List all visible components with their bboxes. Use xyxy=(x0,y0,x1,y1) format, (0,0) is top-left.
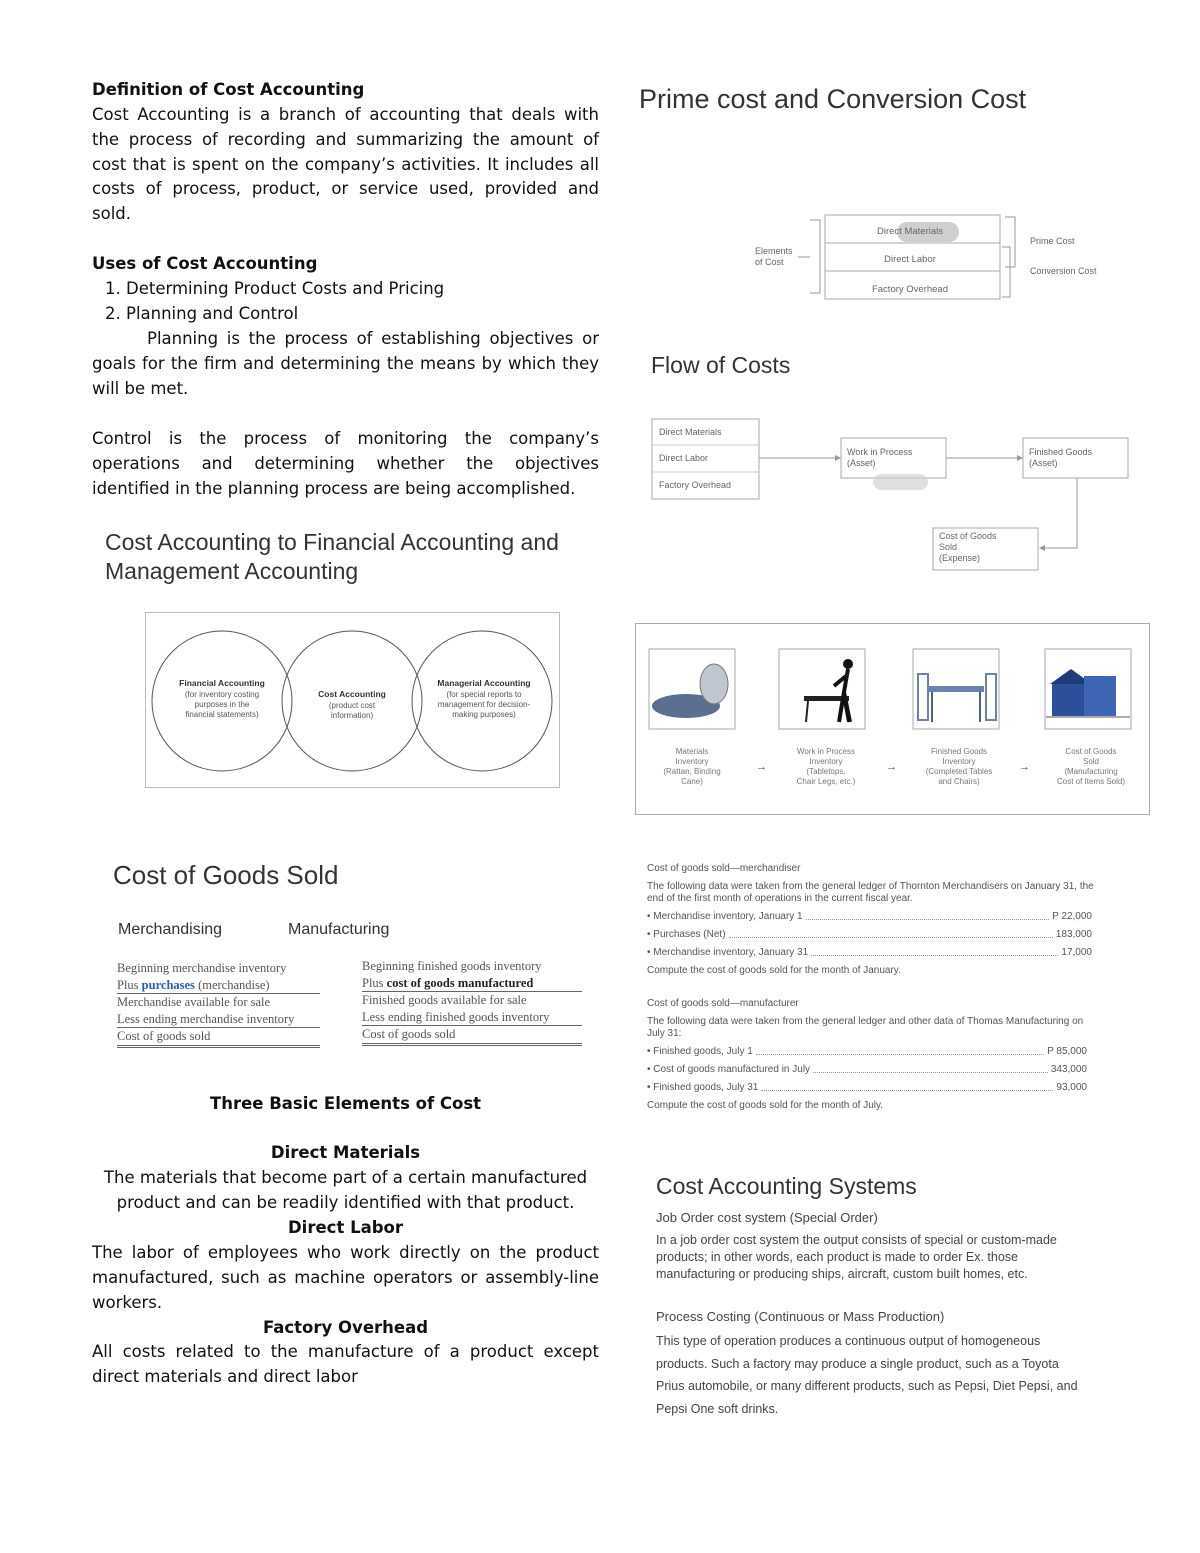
venn-cost-title: Cost Accounting xyxy=(318,689,386,699)
merch-line: Cost of goods sold xyxy=(117,1028,320,1048)
merch-heading: Merchandising xyxy=(118,921,223,938)
exercise-row xyxy=(647,1082,1087,1094)
planning-line: goals for the firm and determining the means by which they xyxy=(92,353,599,373)
merch-line: Merchandise available for sale xyxy=(117,995,271,1009)
dot-leader xyxy=(729,929,1053,938)
control-line: operations and determining whether the objectives xyxy=(92,453,599,473)
flow-diagram xyxy=(645,412,1145,582)
elements-bracket xyxy=(810,220,820,293)
venn-managerial-line: management for decision- xyxy=(437,700,531,709)
venn-managerial-title: Managerial Accounting xyxy=(437,678,531,688)
venn-cost-line: information) xyxy=(330,711,374,720)
flow-svg xyxy=(645,412,1145,582)
job-line: In a job order cost system the output consists of special or custom-made xyxy=(656,1233,1057,1247)
venn-title xyxy=(105,528,559,586)
process-line: This type of operation produces a continuous output of homogeneous xyxy=(656,1334,1041,1348)
prime-diagram xyxy=(740,205,1120,315)
bullet-icon: • xyxy=(647,1082,654,1093)
binding-cane-roll xyxy=(700,664,728,704)
exercise-value: 93,000 xyxy=(1056,1082,1087,1093)
dl-line: manufactured, such as machine operators or assembly-line xyxy=(92,1267,599,1287)
exercise-row xyxy=(647,947,1092,959)
picture-frame xyxy=(779,649,865,729)
control-line: identified in the planning process are being accomplished. xyxy=(92,478,576,498)
venn-financial-line: (for inventory costing xyxy=(184,690,260,699)
exercise-value: P 22,000 xyxy=(1052,911,1092,922)
venn-managerial-line: making purposes) xyxy=(452,710,516,719)
dot-leader xyxy=(806,911,1050,920)
merch-line: Less ending merchandise inventory xyxy=(117,1011,320,1029)
arrow-right-icon: → xyxy=(1019,761,1030,773)
stage-caption: Inventory xyxy=(942,757,976,766)
exercise-label: Merchandise inventory, January 1 xyxy=(653,911,803,922)
stage-caption: Chair Legs, etc.) xyxy=(796,777,856,786)
control-paragraph xyxy=(92,427,599,501)
venn-diagram xyxy=(145,612,560,788)
exercise-label: Purchases (Net) xyxy=(653,929,726,940)
manuf-cogm-line xyxy=(362,975,582,993)
manuf-heading: Manufacturing xyxy=(288,921,390,938)
flow-highlight-pill xyxy=(873,474,928,490)
prime-svg xyxy=(740,205,1120,315)
venn-svg xyxy=(146,613,559,787)
box-label: Direct Labor xyxy=(884,254,936,265)
manuf-plus: Plus xyxy=(362,975,387,990)
definition-line: cost that is spent on the company’s activities. It includes all xyxy=(92,154,599,174)
merch-schedule xyxy=(117,960,320,1048)
merch-purchases-line xyxy=(117,977,320,995)
stage-caption: Finished Goods xyxy=(930,747,988,756)
bullet-icon: • xyxy=(647,911,654,922)
process-line: Prius automobile, or many different products, such as Pepsi, Diet Pepsi, and xyxy=(656,1379,1078,1393)
definition-paragraph xyxy=(92,103,599,227)
manuf-line: Finished goods available for sale xyxy=(362,993,527,1007)
fo-paragraph xyxy=(92,1340,599,1390)
definition-line: costs of process, product, or service used, provided and xyxy=(92,179,599,199)
flow-arrow xyxy=(1045,478,1077,548)
exercise-title: Cost of goods sold—merchandiser xyxy=(647,863,801,874)
uses-heading: Uses of Cost Accounting xyxy=(92,254,318,273)
prime-title: Prime cost and Conversion Cost xyxy=(639,84,1027,114)
merch-line: Beginning merchandise inventory xyxy=(117,961,287,975)
exercise-title: Cost of goods sold—manufacturer xyxy=(647,998,799,1009)
dm-line: product and can be readily identified with that product. xyxy=(116,1193,575,1212)
dot-leader xyxy=(813,1064,1048,1073)
illustration-panel xyxy=(635,623,1150,815)
exercise-label: Cost of goods manufactured in July xyxy=(653,1064,811,1075)
venn-managerial-line: (for special reports to xyxy=(446,690,522,699)
dl-paragraph xyxy=(92,1241,599,1315)
finished-goods-picture xyxy=(913,649,999,729)
exercise-instruction: Compute the cost of goods sold for the month of January. xyxy=(647,965,901,976)
uses-item: 2. Planning and Control xyxy=(105,304,299,323)
stage-caption: Materials xyxy=(675,747,709,756)
planning-line: Planning is the process of establishing objectives or xyxy=(147,329,599,348)
stage-caption: (Rattan, Binding xyxy=(663,767,721,776)
dm-heading: Direct Materials xyxy=(270,1143,421,1162)
illustration-svg xyxy=(636,624,1149,814)
venn-financial-line: purposes in the xyxy=(194,700,250,709)
fo-heading: Factory Overhead xyxy=(262,1318,429,1337)
exercise-intro: The following data were taken from the general ledger and other data of Thomas Manufacturing on xyxy=(647,1016,1084,1027)
flow-wip-line: (Asset) xyxy=(847,458,876,468)
exercise-row xyxy=(647,1046,1087,1058)
conversion-cost-label: Conversion Cost xyxy=(1030,266,1097,276)
stage-caption: (Tabletops, xyxy=(806,767,846,776)
flow-wip-line: Work in Process xyxy=(847,447,913,457)
cogs-picture xyxy=(1045,649,1131,729)
flow-cogs-line: (Expense) xyxy=(939,553,981,563)
systems-title: Cost Accounting Systems xyxy=(656,1173,917,1199)
manuf-line: Beginning finished goods inventory xyxy=(362,959,542,973)
wip-picture xyxy=(779,649,865,729)
definition-line: Cost Accounting is a branch of accounting that deals with xyxy=(92,105,599,124)
stage-caption: Cost of Goods xyxy=(1065,747,1117,756)
finished-table xyxy=(928,686,984,692)
dl-line: workers. xyxy=(92,1292,163,1312)
manuf-line: Cost of goods sold xyxy=(362,1026,582,1046)
systems-body xyxy=(656,1210,1146,1420)
exercise-instruction: Compute the cost of goods sold for the month of July. xyxy=(647,1100,884,1111)
stage-caption: Work in Process xyxy=(796,747,856,756)
box-label: Direct Materials xyxy=(877,226,943,237)
stage-caption: and Chairs) xyxy=(938,777,980,786)
bullet-icon: • xyxy=(647,947,654,958)
arrow-right-icon: → xyxy=(756,761,767,773)
stage-caption: Inventory xyxy=(809,757,843,766)
stage-caption: Cane) xyxy=(681,777,703,786)
materials-picture xyxy=(649,649,735,729)
process-line: Pepsi One soft drinks. xyxy=(656,1401,779,1416)
control-line: Control is the process of monitoring the company’s xyxy=(92,429,599,448)
flow-input-label: Direct Materials xyxy=(659,427,722,437)
exercise-label: Finished goods, July 31 xyxy=(653,1082,759,1093)
bullet-icon: • xyxy=(647,929,654,940)
exercise-row xyxy=(647,1064,1087,1076)
dot-leader xyxy=(756,1046,1044,1055)
elements-label-line: of Cost xyxy=(755,257,784,267)
exercise-label: Finished goods, July 1 xyxy=(653,1046,753,1057)
bullet-icon: • xyxy=(647,1046,654,1057)
flow-title: Flow of Costs xyxy=(651,352,791,378)
exercise-intro: July 31: xyxy=(647,1028,682,1039)
definition-line: sold. xyxy=(92,204,131,224)
process-heading: Process Costing (Continuous or Mass Production) xyxy=(656,1309,945,1324)
exercise-value: P 85,000 xyxy=(1047,1046,1087,1057)
elements-label-line: Elements xyxy=(755,246,793,256)
exercise-value: 17,000 xyxy=(1061,947,1092,958)
prime-cost-label: Prime Cost xyxy=(1030,236,1075,246)
merch-plus: Plus xyxy=(117,977,142,992)
manuf-line: Less ending finished goods inventory xyxy=(362,1009,582,1027)
job-heading: Job Order cost system (Special Order) xyxy=(656,1210,878,1225)
planning-paragraph xyxy=(92,327,599,401)
exercise-value: 183,000 xyxy=(1055,929,1092,940)
bullet-icon: • xyxy=(647,1064,654,1075)
exercise-manuf xyxy=(647,998,1137,1112)
cogs-title: Cost of Goods Sold xyxy=(113,860,339,890)
exercise-label: Merchandise inventory, January 31 xyxy=(653,947,809,958)
definition-heading: Definition of Cost Accounting xyxy=(92,80,365,99)
box-label: Factory Overhead xyxy=(871,284,949,295)
dl-heading: Direct Labor xyxy=(287,1218,404,1237)
venn-cost-line: (product cost xyxy=(328,701,376,710)
flow-cogs-line: Cost of Goods xyxy=(939,531,997,541)
venn-financial-title: Financial Accounting xyxy=(179,678,265,688)
fo-line: All costs related to the manufacture of a product except xyxy=(92,1342,599,1361)
worker-head xyxy=(843,659,853,669)
definition-line: the process of recording and summarizing the amount of xyxy=(92,129,599,149)
flow-arrowhead xyxy=(1039,545,1045,551)
stage-caption: Inventory xyxy=(675,757,709,766)
job-line: products; in other words, each product is made to order Ex. those xyxy=(656,1250,1018,1264)
fo-line: direct materials and direct labor xyxy=(92,1366,358,1386)
flow-cogs-line: Sold xyxy=(939,542,958,552)
dl-line: The labor of employees who work directly on the product xyxy=(92,1243,599,1262)
dm-line: The materials that become part of a certain manufactured xyxy=(103,1168,588,1187)
venn-financial-line: financial statements) xyxy=(185,710,259,719)
arrow-right-icon: → xyxy=(886,761,897,773)
flow-input-label: Factory Overhead xyxy=(659,480,732,490)
manuf-schedule xyxy=(362,958,582,1046)
manuf-cogm: cost of goods manufactured xyxy=(386,975,534,990)
store-wing xyxy=(1084,676,1116,716)
exercise-row xyxy=(647,911,1092,923)
flow-fg-line: (Asset) xyxy=(1029,458,1058,468)
venn-title-line: Management Accounting xyxy=(105,558,359,584)
exercise-merch xyxy=(647,863,1137,977)
flow-input-label: Direct Labor xyxy=(659,453,709,463)
exercise-intro: end of the first month of operations in the current fiscal year. xyxy=(647,893,913,904)
flow-fg-line: Finished Goods xyxy=(1029,447,1093,457)
flow-arrowhead xyxy=(1017,455,1023,461)
process-line: products. Such a factory may produce a single product, such as a Toyota xyxy=(656,1356,1059,1371)
stage-caption: (Manufacturing xyxy=(1064,767,1118,776)
exercise-row xyxy=(647,929,1092,941)
exercise-intro: The following data were taken from the general ledger of Thornton Merchandisers on January 31, the xyxy=(647,881,1094,892)
stage-caption: Cost of Items Sold) xyxy=(1056,777,1126,786)
planning-line: will be met. xyxy=(92,378,189,398)
dot-leader xyxy=(811,947,1058,956)
dot-leader xyxy=(761,1082,1053,1091)
merch-purchases: purchases xyxy=(141,977,195,992)
stage-caption: Sold xyxy=(1082,757,1100,766)
stage-caption: (Completed Tables xyxy=(925,767,993,776)
conversion-bracket xyxy=(1002,247,1010,297)
uses-item: 1. Determining Product Costs and Pricing xyxy=(105,279,445,298)
merch-purchases-rest: (merchandise) xyxy=(194,977,270,992)
venn-title-line: Cost Accounting to Financial Accounting and xyxy=(105,529,559,555)
elements-heading: Three Basic Elements of Cost xyxy=(209,1094,482,1113)
job-line: manufacturing or producing ships, aircraft, custom built homes, etc. xyxy=(656,1267,1028,1281)
exercise-value: 343,000 xyxy=(1050,1064,1087,1075)
flow-arrowhead xyxy=(835,455,841,461)
